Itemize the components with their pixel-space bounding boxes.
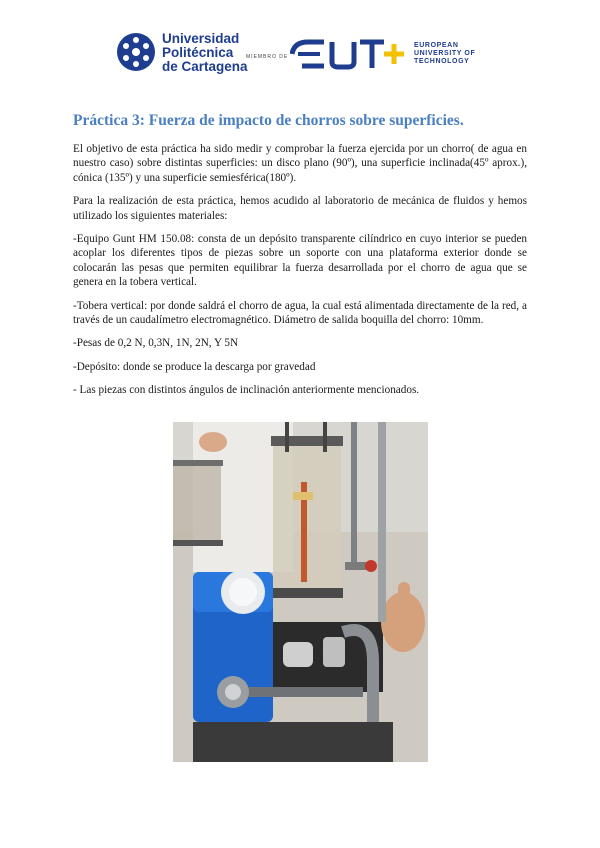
paragraph-weights: -Pesas de 0,2 N, 0,3N, 1N, 2N, Y 5N [73,337,239,350]
paragraph-objective: El objetivo de esta práctica ha sido medir y comprobar la fuerza ejercida por un chorro( de agua en nuestro caso) sobre distintas superficies: un disco plano (90º), una superficie inclinada(45º aprox.), cónica (135º) y una superficie semiesférica(180º). [73,143,527,184]
eut-logo-icon [290,36,410,70]
upct-name: Universidad Politécnica de Cartagena [162,31,248,74]
paragraph-materials-intro: Para la realización de esta práctica, hemos acudido al laboratorio de mecánica de fluidos y hemos utilizado los siguientes materiales: [73,195,527,222]
page-header [0,30,600,90]
document-body [73,112,527,407]
paragraph-nozzle: -Tobera vertical: por donde saldrá el chorro de agua, la cual está alimentada directamente de la red, a través de un caudalímetro electromagnético. Diámetro de salida boquilla del chorro: 10mm. [73,299,527,327]
page-title: Práctica 3: Fuerza de impacto de chorros sobre superficies. [73,112,464,129]
eut-name: EUROPEAN UNIVERSITY OF TECHNOLOGY [414,42,476,65]
paragraph-pieces: - Las piezas con distintos ángulos de inclinación anteriormente mencionados. [73,384,420,397]
lab-equipment-illustration [173,422,428,762]
lab-equipment-photo [173,422,428,762]
paragraph-equipment: -Equipo Gunt HM 150.08: consta de un depósito transparente cilíndrico en cuyo interior se pueden acoplar los diferentes tipos de piezas sobre un soporte con una plataforma exterior donde se colocarán las pesas que permiten equilibrar la fuerza desarrollada por el chorro de agua que se genera en la tobera vertical. [73,233,527,289]
upct-logo-icon [116,32,156,72]
paragraph-tank: -Depósito: donde se produce la descarga por gravedad [73,360,316,373]
membership-label: MIEMBRO DE [246,54,289,60]
